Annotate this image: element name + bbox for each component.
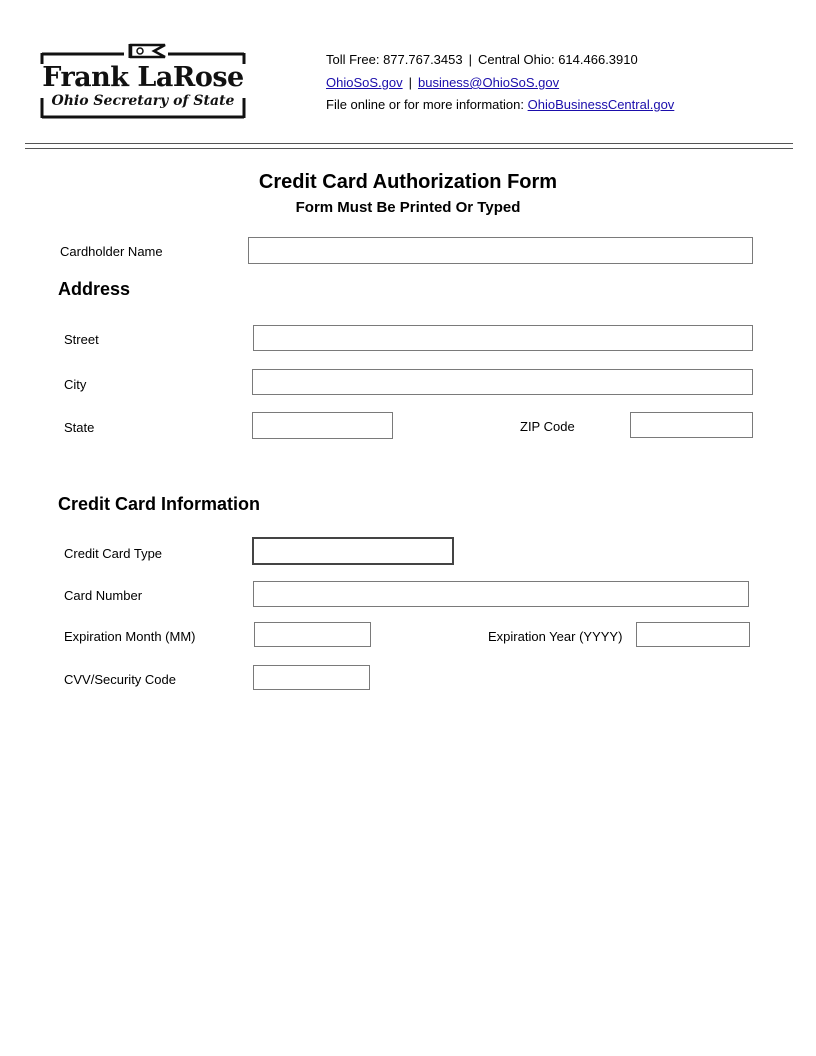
logo-subtitle: Ohio Secretary of State	[51, 93, 235, 109]
ohiobusinesscentral-link[interactable]: OhioBusinessCentral.gov	[527, 97, 675, 112]
street-field[interactable]	[253, 325, 753, 351]
contact-phone-line	[326, 52, 638, 68]
cardholder-name-label: Cardholder Name	[60, 244, 163, 259]
zip-code-field[interactable]	[630, 412, 753, 438]
page-title: Credit Card Authorization Form	[258, 171, 558, 193]
expiration-year-label: Expiration Year (YYYY)	[488, 629, 623, 644]
contact-links-line	[326, 75, 559, 91]
city-field[interactable]	[252, 369, 753, 395]
toll-free-text: Toll Free: 877.767.3453	[326, 52, 463, 67]
header-divider-top	[25, 143, 793, 144]
expiration-month-field[interactable]	[254, 622, 371, 647]
cvv-field[interactable]	[253, 665, 370, 690]
zip-code-label: ZIP Code	[520, 419, 575, 434]
expiration-year-field[interactable]	[636, 622, 750, 647]
page-subtitle: Form Must Be Printed Or Typed	[295, 199, 521, 216]
contact-online-line	[326, 97, 674, 113]
card-number-label: Card Number	[64, 588, 143, 603]
state-label: State	[64, 420, 95, 435]
separator: |	[408, 75, 412, 90]
ohiosos-link[interactable]: OhioSoS.gov	[326, 75, 403, 90]
cardholder-name-field[interactable]	[248, 237, 753, 264]
email-link[interactable]: business@OhioSoS.gov	[418, 75, 560, 90]
state-field[interactable]	[252, 412, 393, 439]
header-divider-bottom	[25, 148, 793, 149]
cvv-label: CVV/Security Code	[64, 672, 176, 687]
street-label: Street	[64, 332, 99, 347]
credit-card-type-field[interactable]	[252, 537, 454, 565]
credit-card-type-label: Credit Card Type	[64, 546, 163, 561]
ohio-sos-logo	[40, 42, 246, 120]
online-info-text: File online or for more information:	[326, 97, 524, 112]
address-heading: Address	[58, 279, 131, 299]
credit-card-heading: Credit Card Information	[58, 494, 261, 514]
logo-name: Frank LaRose	[42, 62, 244, 93]
central-ohio-text: Central Ohio: 614.466.3910	[478, 52, 638, 67]
separator: |	[468, 52, 472, 67]
expiration-month-label: Expiration Month (MM)	[64, 629, 196, 644]
city-label: City	[64, 377, 87, 392]
card-number-field[interactable]	[253, 581, 749, 607]
